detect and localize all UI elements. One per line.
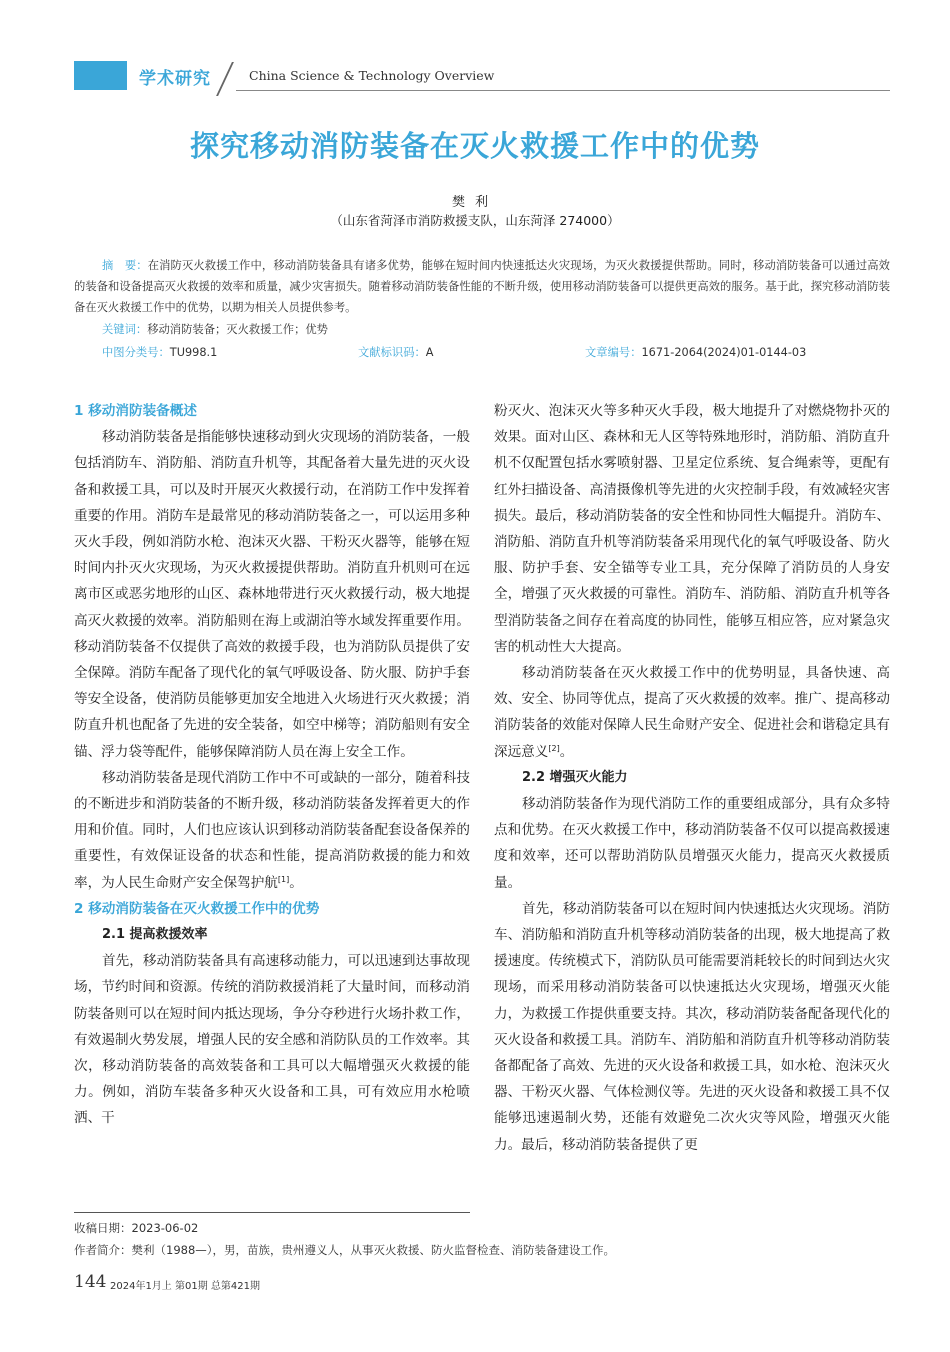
abstract-label: 摘 要： (102, 259, 148, 272)
paragraph: 首先，移动消防装备具有高速移动能力，可以迅速到达事故现场，节约时间和资源。传统的消防救援消耗了大量时间，而移动消防装备则可以在短时间内抵达现场，争分夺秒进行火场扑救工作，有效遏制火势发展，增强人民的安全感和消防队员的工作效率。其次，移动消防装备的高效装备和工具可以大幅增强灭火救援的能力。例如，消防车装备多种灭火设备和工具，可有效应用水枪喷洒、干 (74, 953, 470, 1127)
reference-mark: [1] (277, 874, 290, 884)
header-color-block (74, 61, 127, 90)
abstract-text: 在消防灭火救援工作中，移动消防装备具有诸多优势，能够在短时间内快速抵达火灾现场，为灭火救援提供帮助。同时，移动消防装备可以通过高效的装备和设备提高灭火救援的效率和质量，减少灾害损失。随着移动消防装备性能的不断升级，使用移动消防装备可以提供更高效的服务。基于此，探究移动消防装备在灭火救援工作中的优势，以期为相关人员提供参考。 (74, 259, 890, 314)
heading-2-1: 2.1 提高救援效率 (102, 927, 208, 943)
paragraph-text: 移动消防装备在灭火救援工作中的优势明显，具备快速、高效、安全、协同等优点，提高了灭火救援的效率。推广、提高移动消防装备的效能对保障人民生命财产安全、促进社会和谐稳定具有深远意义 (494, 665, 890, 760)
heading-2-2: 2.2 增强灭火能力 (522, 769, 628, 785)
paragraph: 首先，移动消防装备可以在短时间内快速抵达火灾现场。消防车、消防船和消防直升机等移动消防装备的出现，极大地提高了救援速度。传统模式下，消防队员可能需要消耗较长的时间到达火灾现场，而采用移动消防装备可以快速抵达火灾现场，增强灭火能力，为救援工作提供重要支持。其次，移动消防装备配备现代化的灭火设备和救援工具。消防车、消防船和消防直升机等移动消防装备都配备了高效、先进的灭火设备和救援工具，如水枪、泡沫灭火器、干粉灭火器、气体检测仪等。先进的灭火设备和救援工具不仅能够迅速遏制火势，还能有效避免二次火灾等风险，增强灭火能力。最后，移动消防装备提供了更 (494, 900, 890, 1153)
heading-1: 1 移动消防装备概述 (74, 403, 197, 419)
classification (102, 344, 217, 360)
keywords (102, 321, 328, 337)
abstract (74, 255, 890, 318)
doc-code-label: 文献标识码： (358, 346, 426, 359)
paragraph-end: 。 (559, 743, 574, 760)
author: 樊利 (451, 195, 498, 210)
keywords-label: 关键词： (102, 323, 148, 336)
reference-mark: [2] (548, 743, 560, 753)
received-date: 收稿日期：2023-06-02 (74, 1221, 199, 1235)
article-number (585, 344, 806, 360)
doc-code-value: A (425, 346, 434, 359)
paragraph (494, 660, 890, 765)
right-column (494, 398, 890, 1158)
article-title: 探究移动消防装备在灭火救援工作中的优势 (189, 129, 760, 163)
left-column (74, 398, 470, 1132)
paragraph-text: 移动消防装备是现代消防工作中不可或缺的一部分，随着科技的不断进步和消防装备的不断升级，移动消防装备发挥着更大的作用和价值。同时，人们也应该认识到移动消防装备配套设备保养的重要性，有效保证设备的状态和性能，提高消防救援的能力和效率，为人民生命财产安全保驾护航 (74, 769, 470, 891)
keywords-text: 移动消防装备；灭火救援工作；优势 (147, 323, 328, 336)
paragraph-continued: 粉灭火、泡沫灭火等多种灭火手段，极大地提升了对燃烧物扑灭的效果。面对山区、森林和无人区等特殊地形时，消防船、消防直升机不仅配置包括水雾喷射器、卫星定位系统、复合绳索等，更配有红外扫描设备、高清摄像机等先进的火灾控制手段，有效减轻灾害损失。最后，移动消防装备的安全性和协同性大幅提升。消防车、消防船、消防直升机等消防装备采用现代化的氧气呼吸设备、防火服、防护手套、安全锚等专业工具，充分保障了消防员的人身安全，增强了灭火救援的可靠性。消防车、消防船、消防直升机等各型消防装备之间存在着高度的协同性，能够互相应答，应对紧急灾害的机动性大大提高。 (494, 403, 890, 655)
affiliation: （山东省菏泽市消防救援支队，山东菏泽 274000） (330, 213, 620, 228)
paragraph (74, 765, 470, 896)
header-rule (236, 90, 890, 91)
article-number-value: 1671-2064(2024)01-0144-03 (641, 346, 807, 359)
classification-value: TU998.1 (169, 346, 218, 359)
section-label: 学术研究 (139, 69, 211, 89)
author-bio: 作者简介：樊利（1988—），男，苗族，贵州遵义人，从事灭火救援、防火监督检查、消防装备建设工作。 (74, 1243, 616, 1257)
heading-2: 2 移动消防装备在灭火救援工作中的优势 (74, 900, 320, 917)
paragraph: 移动消防装备作为现代消防工作的重要组成部分，具有众多特点和优势。在灭火救援工作中，移动消防装备不仅可以提高救援速度和效率，还可以帮助消防队员增强灭火能力，提高灭火救援质量。 (494, 796, 890, 891)
journal-name: China Science & Technology Overview (249, 68, 495, 83)
footnote-rule (74, 1212, 470, 1213)
doc-code (358, 344, 434, 360)
page-number: 144 (74, 1272, 107, 1292)
article-number-label: 文章编号： (585, 346, 642, 359)
header-slash (216, 62, 234, 96)
issue-info: 2024年1月上 第01期 总第421期 (110, 1281, 260, 1292)
paragraph-end: 。 (289, 874, 303, 891)
classification-label: 中图分类号： (102, 346, 170, 359)
paragraph: 移动消防装备是指能够快速移动到火灾现场的消防装备，一般包括消防车、消防船、消防直升机等，其配备着大量先进的灭火设备和救援工具，可以及时开展灭火救援行动，在消防工作中发挥着重要的作用。消防车是最常见的移动消防装备之一，可以运用多种灭火手段，例如消防水枪、泡沫灭火器、干粉灭火器等，能够在短时间内扑灭火灾现场，为灭火救援提供帮助。消防直升机则可在远离市区或恶劣地形的山区、森林地带进行灭火救援行动，极大地提高灭火救援的效率。消防船则在海上或湖泊等水域发挥重要作用。移动消防装备不仅提供了高效的救援手段，也为消防队员提供了安全保障。消防车配备了现代化的氧气呼吸设备、防火服、防护手套等安全设备，使消防员能够更加安全地进入火场进行灭火救援；消防直升机也配备了先进的安全装备，如空中梯等；消防船则有安全锚、浮力袋等配件，能够保障消防人员在海上安全工作。 (74, 429, 470, 760)
